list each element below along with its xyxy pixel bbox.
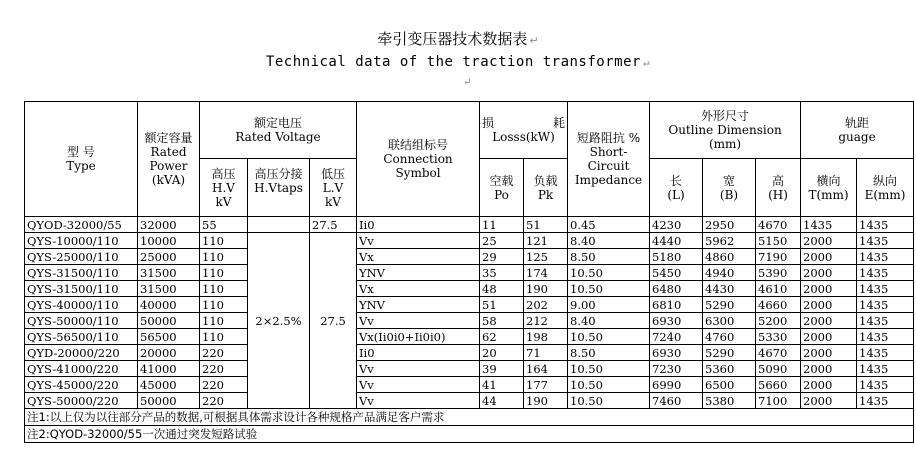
cell-longitudinal: 1435 — [857, 393, 914, 409]
cell-hv: 110 — [200, 329, 248, 345]
table-row — [25, 217, 914, 233]
cell-connection: Vv — [357, 233, 480, 249]
cell-impedance: 10.50 — [568, 281, 650, 297]
cell-longitudinal: 1435 — [857, 313, 914, 329]
cell-power: 50000 — [138, 393, 200, 409]
cell-p0: 20 — [480, 345, 524, 361]
cell-power: 10000 — [138, 233, 200, 249]
cell-height: 4660 — [756, 297, 801, 313]
header-pk: 负载 Pk — [524, 159, 568, 217]
cell-pk: 212 — [524, 313, 568, 329]
cell-longitudinal: 1435 — [857, 233, 914, 249]
cell-impedance: 10.50 — [568, 361, 650, 377]
cell-height: 5150 — [756, 233, 801, 249]
cell-connection: YNV — [357, 265, 480, 281]
note-1: 注1:以上仅为以往部分产品的数据,可根据具体需求设计各种规格产品满足客户需求 — [25, 409, 914, 426]
cell-longitudinal: 1435 — [857, 249, 914, 265]
header-p0: 空载 Po — [480, 159, 524, 217]
header-length: 长 (L) — [650, 159, 703, 217]
header-longitudinal: 纵向 E(mm) — [857, 159, 914, 217]
cell-width: 4940 — [703, 265, 756, 281]
table-row — [25, 329, 914, 345]
cell-transverse: 2000 — [801, 345, 857, 361]
cell-lv-merged: 27.5 — [310, 233, 357, 409]
table-row — [25, 297, 914, 313]
cell-longitudinal: 1435 — [857, 345, 914, 361]
cell-power: 31500 — [138, 281, 200, 297]
cell-impedance: 10.50 — [568, 265, 650, 281]
cell-width: 5360 — [703, 361, 756, 377]
table-row — [25, 233, 914, 249]
header-losses: 损 耗 Losss(kW) — [480, 102, 568, 159]
cell-transverse: 1435 — [801, 217, 857, 233]
cell-height: 7100 — [756, 393, 801, 409]
cell-p0: 11 — [480, 217, 524, 233]
cell-pk: 71 — [524, 345, 568, 361]
header-transverse: 横向 T(mm) — [801, 159, 857, 217]
table-row — [25, 393, 914, 409]
cell-transverse: 2000 — [801, 329, 857, 345]
cell-height: 5090 — [756, 361, 801, 377]
cell-p0: 48 — [480, 281, 524, 297]
cell-p0: 51 — [480, 297, 524, 313]
cell-hv: 110 — [200, 297, 248, 313]
cell-length: 5450 — [650, 265, 703, 281]
cell-length: 6810 — [650, 297, 703, 313]
header-type: 型 号 Type — [25, 102, 138, 217]
cell-pk: 121 — [524, 233, 568, 249]
cell-power: 56500 — [138, 329, 200, 345]
cell-p0: 35 — [480, 265, 524, 281]
cell-longitudinal: 1435 — [857, 265, 914, 281]
cell-p0: 29 — [480, 249, 524, 265]
cell-pk: 190 — [524, 281, 568, 297]
cell-impedance: 10.50 — [568, 377, 650, 393]
cell-type: QYS-56500/110 — [25, 329, 138, 345]
cell-pk: 202 — [524, 297, 568, 313]
table-row — [25, 249, 914, 265]
cell-pk: 198 — [524, 329, 568, 345]
cell-transverse: 2000 — [801, 361, 857, 377]
cell-width: 5380 — [703, 393, 756, 409]
cell-impedance: 0.45 — [568, 217, 650, 233]
cell-hv: 55 — [200, 217, 248, 233]
cell-height: 7190 — [756, 249, 801, 265]
cell-height: 4610 — [756, 281, 801, 297]
cell-connection: Vv — [357, 393, 480, 409]
cell-power: 40000 — [138, 297, 200, 313]
cell-connection: Vx(Ii0i0+Ii0i0) — [357, 329, 480, 345]
header-gauge: 轨距 guage — [801, 102, 914, 159]
header-hv: 高压 H.V kV — [200, 159, 248, 217]
cell-transverse: 2000 — [801, 281, 857, 297]
cell-connection: Vx — [357, 249, 480, 265]
cell-transverse: 2000 — [801, 233, 857, 249]
header-rated-voltage: 额定电压 Rated Voltage — [200, 102, 357, 159]
cell-connection: Vv — [357, 377, 480, 393]
cell-impedance: 8.40 — [568, 313, 650, 329]
cell-type: QYOD-32000/55 — [25, 217, 138, 233]
cell-pk: 125 — [524, 249, 568, 265]
cell-length: 6930 — [650, 345, 703, 361]
cell-lv: 27.5 — [310, 217, 357, 233]
cell-connection: YNV — [357, 297, 480, 313]
cell-hv: 220 — [200, 393, 248, 409]
cell-transverse: 2000 — [801, 297, 857, 313]
table-row — [25, 281, 914, 297]
cell-length: 5180 — [650, 249, 703, 265]
table-row — [25, 361, 914, 377]
cell-power: 45000 — [138, 377, 200, 393]
cell-pk: 164 — [524, 361, 568, 377]
cell-length: 7460 — [650, 393, 703, 409]
cell-type: QYS-50000/220 — [25, 393, 138, 409]
cell-height: 5660 — [756, 377, 801, 393]
cell-transverse: 2000 — [801, 313, 857, 329]
paragraph-mark-icon: ↵ — [529, 34, 539, 47]
paragraph-mark-icon: ↵ — [642, 56, 651, 69]
cell-type: QYS-50000/110 — [25, 313, 138, 329]
cell-type: QYS-45000/220 — [25, 377, 138, 393]
cell-width: 6300 — [703, 313, 756, 329]
title-english: Technical data of the traction transformer ↵ — [265, 54, 651, 70]
cell-p0: 25 — [480, 233, 524, 249]
cell-p0: 39 — [480, 361, 524, 377]
cell-transverse: 2000 — [801, 249, 857, 265]
cell-width: 4860 — [703, 249, 756, 265]
cell-width: 5290 — [703, 297, 756, 313]
header-impedance: 短路阻抗 % Short- Circuit Impedance — [568, 102, 650, 217]
cell-length: 4440 — [650, 233, 703, 249]
cell-transverse: 2000 — [801, 377, 857, 393]
cell-width: 2950 — [703, 217, 756, 233]
cell-hv: 220 — [200, 377, 248, 393]
cell-longitudinal: 1435 — [857, 281, 914, 297]
cell-pk: 174 — [524, 265, 568, 281]
cell-type: QYS-25000/110 — [25, 249, 138, 265]
cell-width: 6500 — [703, 377, 756, 393]
cell-transverse: 2000 — [801, 393, 857, 409]
cell-taps — [248, 217, 310, 233]
cell-p0: 44 — [480, 393, 524, 409]
cell-length: 7230 — [650, 361, 703, 377]
cell-connection: Vv — [357, 361, 480, 377]
cell-height: 4670 — [756, 345, 801, 361]
title-chinese: 牵引变压器技术数据表 ↵ — [377, 30, 539, 48]
cell-length: 6930 — [650, 313, 703, 329]
header-connection: 联结组标号 Connection Symbol — [357, 102, 480, 217]
cell-longitudinal: 1435 — [857, 377, 914, 393]
cell-type: QYS-41000/220 — [25, 361, 138, 377]
cell-impedance: 8.50 — [568, 345, 650, 361]
cell-power: 50000 — [138, 313, 200, 329]
cell-type: QYS-40000/110 — [25, 297, 138, 313]
cell-longitudinal: 1435 — [857, 297, 914, 313]
cell-pk: 177 — [524, 377, 568, 393]
cell-power: 41000 — [138, 361, 200, 377]
cell-length: 4230 — [650, 217, 703, 233]
cell-p0: 41 — [480, 377, 524, 393]
cell-connection: Ii0 — [357, 345, 480, 361]
header-outline-dimension: 外形尺寸 Outline Dimension (mm) — [650, 102, 801, 159]
cell-hv: 110 — [200, 281, 248, 297]
header-height: 高 (H) — [756, 159, 801, 217]
cell-power: 20000 — [138, 345, 200, 361]
header-power: 额定容量 Rated Power (kVA) — [138, 102, 200, 217]
cell-impedance: 10.50 — [568, 393, 650, 409]
cell-hv: 220 — [200, 345, 248, 361]
cell-length: 7240 — [650, 329, 703, 345]
cell-width: 5290 — [703, 345, 756, 361]
cell-height: 5390 — [756, 265, 801, 281]
cell-longitudinal: 1435 — [857, 329, 914, 345]
cell-longitudinal: 1435 — [857, 217, 914, 233]
cell-connection: Vv — [357, 313, 480, 329]
cell-pk: 51 — [524, 217, 568, 233]
cell-impedance: 9.00 — [568, 297, 650, 313]
cell-hv: 110 — [200, 313, 248, 329]
cell-connection: Vx — [357, 281, 480, 297]
cell-p0: 62 — [480, 329, 524, 345]
cell-power: 25000 — [138, 249, 200, 265]
cell-width: 5962 — [703, 233, 756, 249]
cell-p0: 58 — [480, 313, 524, 329]
cell-width: 4760 — [703, 329, 756, 345]
transformer-data-table — [24, 101, 914, 443]
cell-hv: 220 — [200, 361, 248, 377]
cell-impedance: 10.50 — [568, 329, 650, 345]
cell-longitudinal: 1435 — [857, 361, 914, 377]
note-row — [25, 409, 914, 426]
cell-hv: 110 — [200, 265, 248, 281]
cell-type: QYS-10000/110 — [25, 233, 138, 249]
cell-height: 5330 — [756, 329, 801, 345]
cell-power: 32000 — [138, 217, 200, 233]
cell-height: 4670 — [756, 217, 801, 233]
cell-pk: 190 — [524, 393, 568, 409]
cell-hv: 110 — [200, 249, 248, 265]
cell-impedance: 8.50 — [568, 249, 650, 265]
note-row — [25, 426, 914, 443]
table-row — [25, 345, 914, 361]
cell-hv: 110 — [200, 233, 248, 249]
cell-type: QYD-20000/220 — [25, 345, 138, 361]
cell-impedance: 8.40 — [568, 233, 650, 249]
cell-type: QYS-31500/110 — [25, 281, 138, 297]
header-width: 宽 (B) — [703, 159, 756, 217]
cell-height: 5200 — [756, 313, 801, 329]
cell-length: 6480 — [650, 281, 703, 297]
cell-width: 4430 — [703, 281, 756, 297]
paragraph-mark-icon: ↵ — [463, 77, 472, 88]
cell-taps-merged: 2×2.5% — [248, 233, 310, 409]
header-hv-taps: 高压分接 H.Vtaps — [248, 159, 310, 217]
header-lv: 低压 L.V kV — [310, 159, 357, 217]
table-row — [25, 313, 914, 329]
table-row — [25, 265, 914, 281]
header-row-1 — [25, 102, 914, 159]
cell-power: 31500 — [138, 265, 200, 281]
cell-type: QYS-31500/110 — [25, 265, 138, 281]
cell-transverse: 2000 — [801, 265, 857, 281]
cell-length: 6990 — [650, 377, 703, 393]
note-2: 注2:QYOD-32000/55一次通过突发短路试验 — [25, 426, 914, 443]
table-row — [25, 377, 914, 393]
cell-connection: Ii0 — [357, 217, 480, 233]
